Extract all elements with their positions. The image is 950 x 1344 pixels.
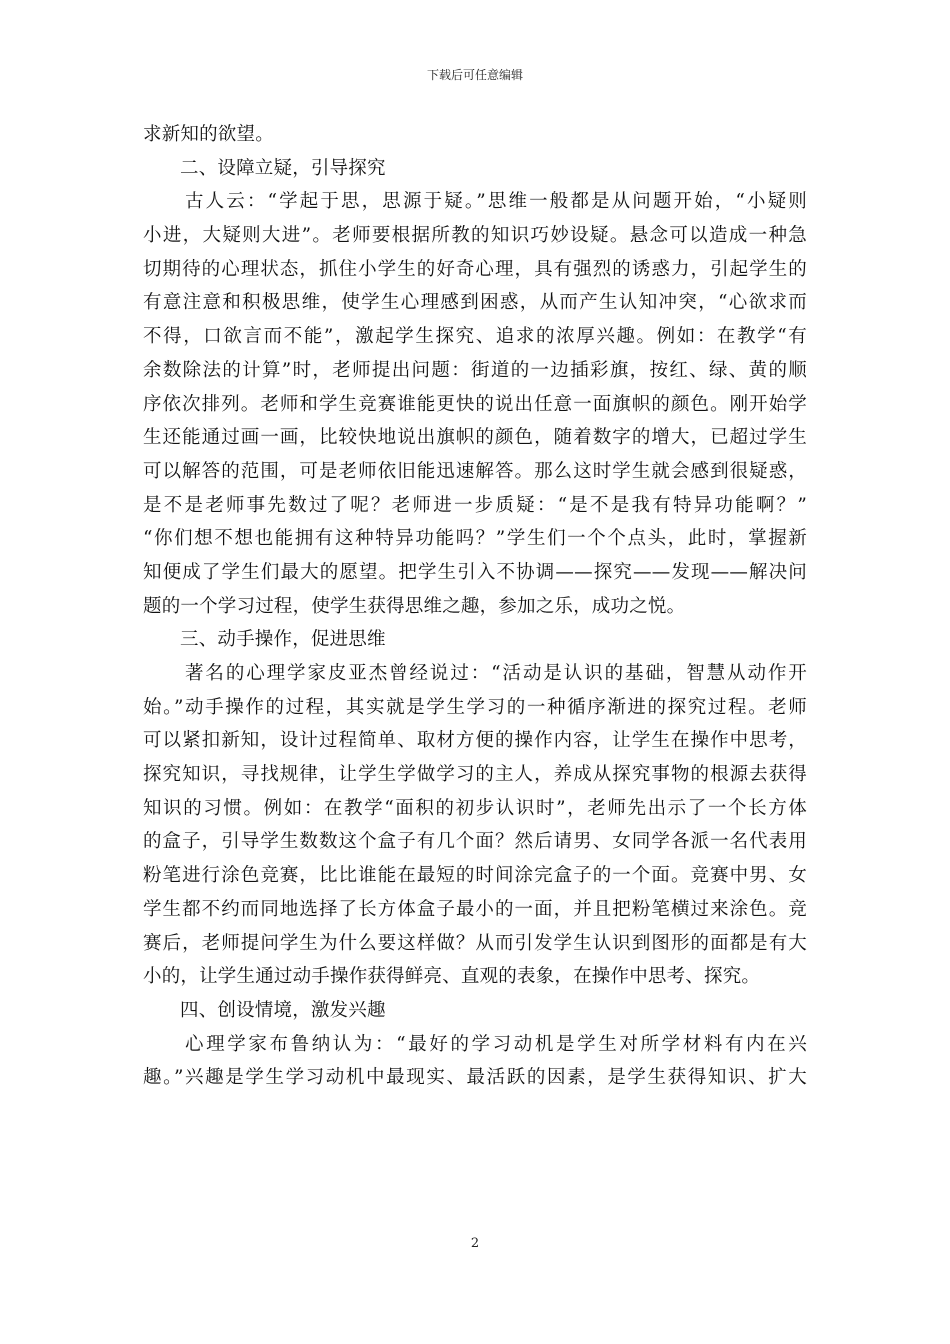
text-line: 趣。”兴趣是学生学习动机中最现实、最活跃的因素，是学生获得知识、扩大	[143, 1067, 807, 1089]
text-line: 序依次排列。老师和学生竞赛谁能更快的说出任意一面旗帜的颜色。刚开始学	[143, 393, 807, 415]
text-line: 著名的心理学家皮亚杰曾经说过：“活动是认识的基础，智慧从动作开	[185, 663, 807, 684]
text-line: 可以紧扣新知，设计过程简单、取材方便的操作内容，让学生在操作中思考，	[143, 730, 807, 752]
text-line: 可以解答的范围，可是老师依旧能迅速解答。那么这时学生就会感到很疑惑，	[143, 460, 807, 482]
text-line: 的盒子，引导学生数数这个盒子有几个面？然后请男、女同学各派一名代表用	[143, 831, 807, 853]
text-line: 古人云：“学起于思，思源于疑。”思维一般都是从问题开始，“小疑则	[185, 191, 807, 213]
text-line: 小进，大疑则大进”。老师要根据所教的知识巧妙设疑。悬念可以造成一种急	[143, 225, 807, 247]
document-body	[143, 118, 807, 1095]
page-number: 2	[470, 1236, 480, 1251]
text-line: 粉笔进行涂色竞赛，比比谁能在最短的时间涂完盒子的一个面。竞赛中男、女	[143, 865, 807, 887]
section-heading: 三、动手操作，促进思维	[180, 629, 386, 651]
text-line: 是不是老师事先数过了呢？老师进一步质疑：“是不是我有特异功能啊？”	[143, 494, 807, 516]
text-line: 知便成了学生们最大的愿望。把学生引入不协调——探究——发现——解决问	[143, 561, 807, 583]
text-line: 生还能通过画一画，比较快地说出旗帜的颜色，随着数字的增大，已超过学生	[143, 427, 807, 449]
text-line: 切期待的心理状态，抓住小学生的好奇心理，具有强烈的诱惑力，引起学生的	[143, 258, 807, 280]
text-line: 心理学家布鲁纳认为：“最好的学习动机是学生对所学材料有内在兴	[185, 1033, 807, 1055]
text-line: 学生都不约而同地选择了长方体盒子最小的一面，并且把粉笔横过来涂色。竞	[143, 898, 807, 920]
text-line: 题的一个学习过程，使学生获得思维之趣，参加之乐，成功之悦。	[143, 595, 686, 617]
section-heading: 二、设障立疑，引导探究	[180, 157, 386, 179]
text-line: “你们想不想也能拥有这种特异功能吗？”学生们一个个点头，此时，掌握新	[143, 528, 807, 550]
section-heading: 四、创设情境，激发兴趣	[180, 999, 386, 1021]
text-line: 始。”动手操作的过程，其实就是学生学习的一种循序渐进的探究过程。老师	[143, 696, 807, 718]
text-line: 求新知的欲望。	[143, 124, 274, 145]
text-line: 余数除法的计算”时，老师提出问题：街道的一边插彩旗，按红、绿、黄的顺	[143, 359, 807, 381]
text-line: 有意注意和积极思维，使学生心理感到困惑，从而产生认知冲突，“心欲求而	[143, 292, 807, 314]
text-line: 不得，口欲言而不能”，激起学生探究、追求的浓厚兴趣。例如：在教学“有	[143, 326, 807, 348]
text-line: 知识的习惯。例如：在教学“面积的初步认识时”，老师先出示了一个长方体	[143, 797, 807, 819]
text-line: 赛后，老师提问学生为什么要这样做？从而引发学生认识到图形的面都是有大	[143, 932, 807, 954]
text-line: 小的，让学生通过动手操作获得鲜亮、直观的表象，在操作中思考、探究。	[143, 966, 761, 988]
text-line: 探究知识，寻找规律，让学生学做学习的主人，养成从探究事物的根源去获得	[143, 764, 807, 786]
page-header: 下载后可任意编辑	[426, 68, 523, 82]
